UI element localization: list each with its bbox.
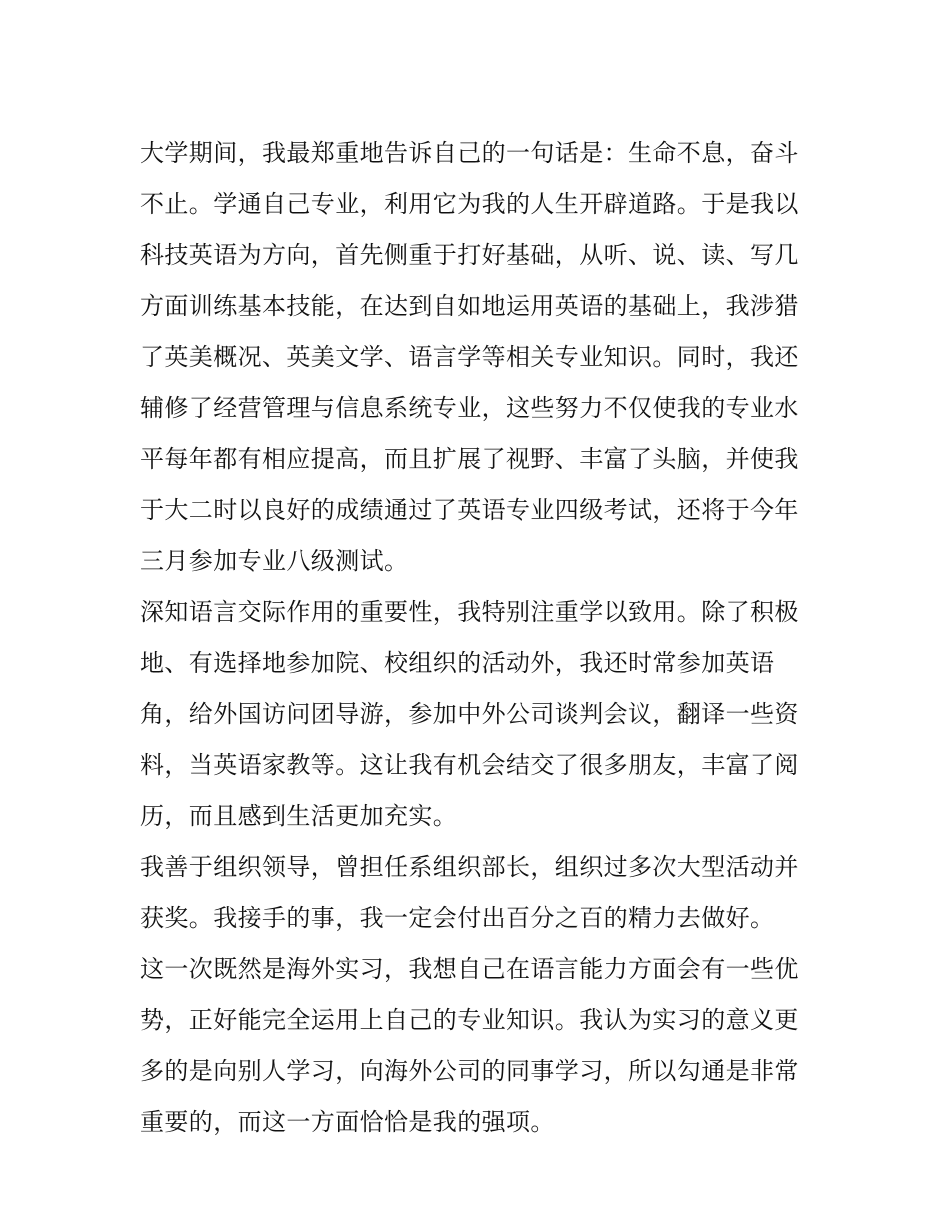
paragraph-internship (140, 944, 820, 1148)
text-line: 角，给外国访问团导游，参加中外公司谈判会议，翻译一些资 (140, 700, 799, 728)
text-line: 于大二时以良好的成绩通过了英语专业四级考试，还将于今年 (140, 496, 799, 524)
paragraph-study (140, 128, 820, 587)
paragraph-practice (140, 587, 820, 842)
text-line: 获奖。我接手的事，我一定会付出百分之百的精力去做好。 (140, 904, 775, 932)
paragraph-leadership (140, 842, 820, 944)
text-line: 重要的，而这一方面恰恰是我的强项。 (140, 1108, 555, 1136)
text-line: 地、有选择地参加院、校组织的活动外，我还时常参加英语 (140, 649, 775, 677)
text-line: 三月参加专业八级测试。 (140, 547, 409, 575)
text-line: 了英美概况、英美文学、语言学等相关专业知识。同时，我还 (140, 343, 799, 371)
text-line: 科技英语为方向，首先侧重于打好基础，从听、说、读、写几 (140, 241, 799, 269)
text-line: 多的是向别人学习，向海外公司的同事学习，所以勾通是非常 (140, 1057, 799, 1085)
text-line: 料，当英语家教等。这让我有机会结交了很多朋友，丰富了阅 (140, 751, 799, 779)
text-line: 方面训练基本技能，在达到自如地运用英语的基础上，我涉猎 (140, 292, 799, 320)
text-line: 大学期间，我最郑重地告诉自己的一句话是：生命不息，奋斗 (140, 139, 799, 167)
text-line: 深知语言交际作用的重要性，我特别注重学以致用。除了积极 (140, 598, 799, 626)
text-line: 这一次既然是海外实习，我想自己在语言能力方面会有一些优 (140, 955, 799, 983)
text-line: 历，而且感到生活更加充实。 (140, 802, 458, 830)
text-line: 平每年都有相应提高，而且扩展了视野、丰富了头脑，并使我 (140, 445, 799, 473)
document-body (140, 128, 820, 1148)
text-line: 我善于组织领导，曾担任系组织部长，组织过多次大型活动并 (140, 853, 799, 881)
text-line: 辅修了经营管理与信息系统专业，这些努力不仅使我的专业水 (140, 394, 799, 422)
text-line: 不止。学通自己专业，利用它为我的人生开辟道路。于是我以 (140, 190, 799, 218)
text-line: 势，正好能完全运用上自己的专业知识。我认为实习的意义更 (140, 1006, 799, 1034)
